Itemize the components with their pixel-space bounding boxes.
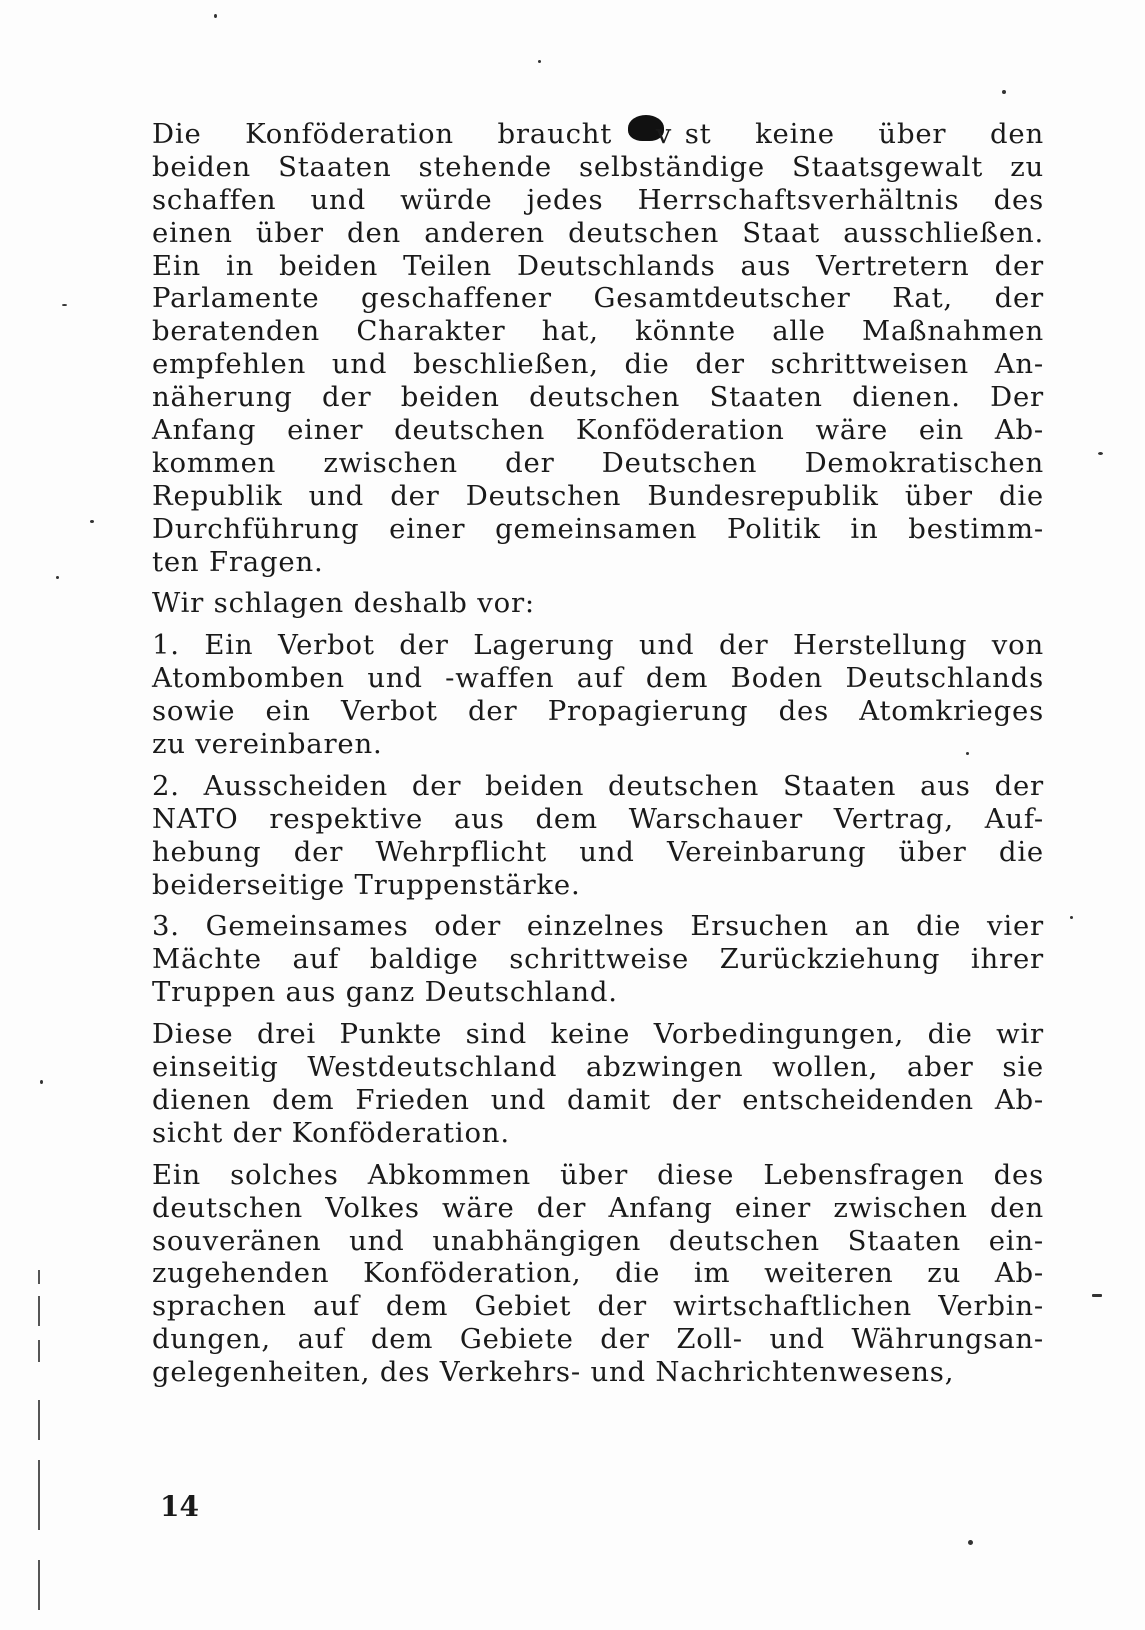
text-line: Ein in beiden Teilen Deutschlands aus Vertretern der bbox=[152, 249, 1044, 282]
paragraph bbox=[152, 118, 1044, 578]
text-line: deutschen Volkes wäre der Anfang einer zwischen den bbox=[152, 1191, 1044, 1224]
text-line: zugehenden Konföderation, die im weiteren zu Ab- bbox=[152, 1257, 1044, 1290]
text-line: schaffen und würde jedes Herrschaftsverhältnis des bbox=[152, 183, 1044, 216]
scan-speck bbox=[1002, 90, 1006, 94]
text-line: 2. Ausscheiden der beiden deutschen Staaten aus der bbox=[152, 769, 1044, 802]
scan-speck bbox=[90, 520, 94, 523]
scan-speck bbox=[968, 1540, 973, 1545]
text-line: ten Fragen. bbox=[152, 545, 324, 578]
text-line: beiderseitige Truppenstärke. bbox=[152, 868, 581, 901]
text-line: Truppen aus ganz Deutschland. bbox=[152, 976, 618, 1009]
scan-edge-mark bbox=[38, 1270, 40, 1284]
paragraph bbox=[152, 587, 1044, 620]
scan-speck bbox=[40, 1080, 43, 1084]
scan-speck bbox=[56, 576, 59, 579]
text-line: beiden Staaten stehende selbständige Staatsgewalt zu bbox=[152, 150, 1044, 183]
paragraph bbox=[152, 1159, 1044, 1389]
paragraph bbox=[152, 770, 1044, 902]
paragraph-gap bbox=[152, 1150, 1044, 1159]
text-line: näherung der beiden deutschen Staaten dienen. Der bbox=[152, 381, 1044, 414]
scan-edge-mark bbox=[38, 1340, 40, 1362]
text-line: empfehlen und beschließen, die der schrittweisen An- bbox=[152, 348, 1044, 381]
text-line: NATO respektive aus dem Warschauer Vertrag, Auf- bbox=[152, 802, 1044, 835]
text-line: Diese drei Punkte sind keine Vorbedingungen, die wir bbox=[152, 1018, 1044, 1051]
scan-edge-mark bbox=[38, 1460, 40, 1530]
text-line: souveränen und unabhängigen deutschen Staaten ein- bbox=[152, 1224, 1044, 1257]
body-text bbox=[152, 118, 1044, 1389]
text-line: sowie ein Verbot der Propagierung des Atomkrieges bbox=[152, 695, 1044, 728]
text-line: kommen zwischen der Deutschen Demokratischen bbox=[152, 446, 1044, 479]
text-line: zu vereinbaren. bbox=[152, 728, 383, 761]
text-line: 3. Gemeinsames oder einzelnes Ersuchen an die vier bbox=[152, 910, 1044, 943]
paragraph bbox=[152, 629, 1044, 761]
scan-edge-mark bbox=[38, 1400, 40, 1440]
paragraph-gap bbox=[152, 761, 1044, 770]
scan-speck bbox=[1070, 916, 1073, 919]
text-line: Durchführung einer gemeinsamen Politik in bestimm- bbox=[152, 512, 1044, 545]
scan-speck bbox=[62, 304, 67, 306]
paragraph bbox=[152, 1018, 1044, 1150]
paragraph bbox=[152, 910, 1044, 1009]
text-line: beratenden Charakter hat, könnte alle Maßnahmen bbox=[152, 315, 1044, 348]
scan-edge-mark bbox=[38, 1560, 40, 1610]
scan-edge-mark bbox=[38, 1296, 40, 1326]
text-line: gelegenheiten, des Verkehrs- und Nachrichtenwesens, bbox=[152, 1356, 955, 1389]
scan-speck bbox=[538, 60, 541, 63]
paragraph-gap bbox=[152, 620, 1044, 629]
text-line: einen über den anderen deutschen Staat ausschließen. bbox=[152, 216, 1044, 249]
text-line: einseitig Westdeutschland abzwingen wollen, aber sie bbox=[152, 1051, 1044, 1084]
scan-speck bbox=[214, 14, 217, 18]
page-number: 14 bbox=[160, 1490, 199, 1523]
scan-speck bbox=[1092, 1294, 1102, 1297]
paragraph-gap bbox=[152, 1009, 1044, 1018]
text-line: Republik und der Deutschen Bundesrepublik über die bbox=[152, 479, 1044, 512]
text-line: Mächte auf baldige schrittweise Zurückziehung ihrer bbox=[152, 943, 1044, 976]
text-line: Die Konföderation braucht v st keine über den bbox=[152, 118, 1044, 150]
text-line: sprachen auf dem Gebiet der wirtschaftlichen Verbin- bbox=[152, 1290, 1044, 1323]
text-line: dungen, auf dem Gebiete der Zoll- und Währungsan- bbox=[152, 1323, 1044, 1356]
paragraph-gap bbox=[152, 901, 1044, 910]
scan-speck bbox=[1098, 452, 1103, 455]
text-line: Anfang einer deutschen Konföderation wäre ein Ab- bbox=[152, 414, 1044, 447]
scan-speck bbox=[966, 752, 969, 755]
text-line: hebung der Wehrpflicht und Vereinbarung über die bbox=[152, 835, 1044, 868]
text-line: Atombomben und -waffen auf dem Boden Deutschlands bbox=[152, 662, 1044, 695]
paragraph-gap bbox=[152, 578, 1044, 587]
text-line: dienen dem Frieden und damit der entscheidenden Ab- bbox=[152, 1083, 1044, 1116]
text-line: sicht der Konföderation. bbox=[152, 1116, 510, 1149]
text-line: Wir schlagen deshalb vor: bbox=[152, 587, 535, 620]
text-line: Ein solches Abkommen über diese Lebensfragen des bbox=[152, 1158, 1044, 1191]
text-line: Parlamente geschaffener Gesamtdeutscher Rat, der bbox=[152, 282, 1044, 315]
text-line: 1. Ein Verbot der Lagerung und der Herstellung von bbox=[152, 629, 1044, 662]
